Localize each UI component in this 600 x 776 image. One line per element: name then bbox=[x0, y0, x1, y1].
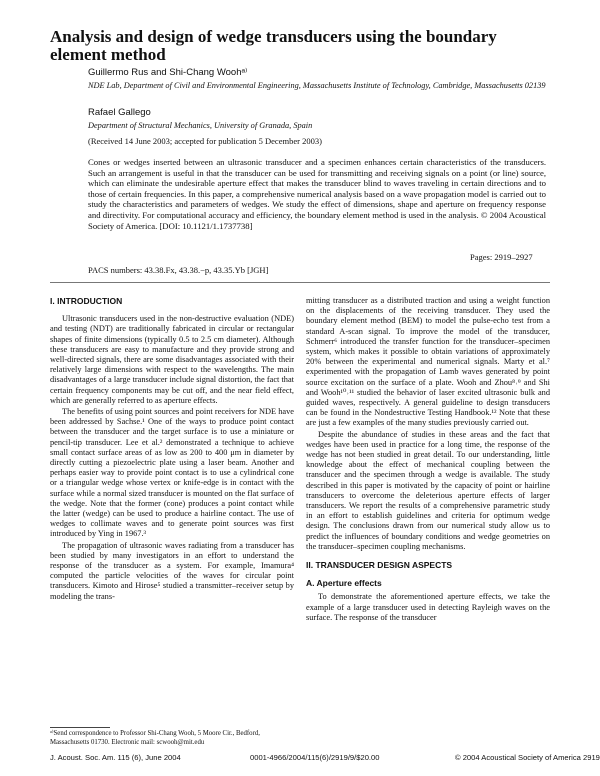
intro-paragraph-3: The propagation of ultrasonic waves radiating from a transducer has been studied by many investigators in an effort to understand the response of the transducer as a system. For example, Imamura⁴ computed the particle velocities of the waves for circular point transducers. Kimoto and Hirose⁵ studied a transmitter–receiver setup by modeling the trans- bbox=[50, 540, 294, 601]
subsection-heading-aperture: A. Aperture effects bbox=[306, 578, 382, 589]
affiliation-primary: NDE Lab, Department of Civil and Environmental Engineering, Massachusetts Institute of Technology, Cambridge, Massachusetts 02139 bbox=[88, 81, 546, 90]
left-column bbox=[50, 296, 294, 602]
received-dates: (Received 14 June 2003; accepted for publication 5 December 2003) bbox=[88, 136, 322, 146]
page-range: Pages: 2919–2927 bbox=[470, 252, 533, 262]
footer-code: 0001-4966/2004/115(6)/2919/9/$20.00 bbox=[250, 753, 380, 762]
paper-title: Analysis and design of wedge transducers using the boundary element method bbox=[50, 27, 497, 64]
affiliation-secondary: Department of Structural Mechanics, University of Granada, Spain bbox=[88, 121, 313, 130]
footer-journal: J. Acoust. Soc. Am. 115 (6), June 2004 bbox=[50, 753, 181, 762]
pacs-numbers: PACS numbers: 43.38.Fx, 43.38.−p, 43.35.Yb [JGH] bbox=[88, 265, 269, 275]
section-heading-design-aspects: II. TRANSDUCER DESIGN ASPECTS bbox=[306, 560, 453, 571]
abstract: Cones or wedges inserted between an ultrasonic transducer and a specimen enhances certain characteristics of the transducers. Such an arrangement is useful in that the transducer can be used for transmitting and receiving signals on a point (or line) source, which can eliminate the undesirable aperture effect that makes the transducer blind to waves traveling in certain directions and to those of certain frequencies. In this paper, a comprehensive numerical analysis based on a wave propagation model is carried out to study the characteristics and parameters of wedges. We study the effect of dimensions, shape and aperture on frequency response and directivity. For computational accuracy and efficiency, the boundary element method is used in the analysis. © 2004 Acoustical Society of America. [DOI: 10.1121/1.1737738] bbox=[88, 157, 546, 231]
intro-paragraph-1: Ultrasonic transducers used in the non-destructive evaluation (NDE) and testing (NDT) are traditionally fabricated in circular or rectangular shapes of finite dimensions (typically 0.5 to 2.5 cm diameter). Although these transducers are easy to manufacture and they provide strong and well-directed signals, there are some disadvantages associated with their relatively large dimensions with respect to the wavelengths. The main disadvantages of a large transducer include signal distortion, the fact that certain frequency components may be cut off, and the near field effect, which are generally referred to as aperture effects. bbox=[50, 314, 294, 405]
intro-paragraph-2: The benefits of using point sources and point receivers for NDE have been addressed by Sachse.¹ One of the ways to produce point contact between the transducer and the target surface is to use a miniature or pencil-tip transducer. Lee et al.² demonstrated a technique to achieve small contact surface areas of as low as 200 to 400 μm in diameter by directly cutting a piezoelectric plate using a laser beam. Another and perhaps easier way to provide point contact is to use a cylindrical cone or a triangular wedge whose vertex or knife-edge is in contact with the surface while a normal sized transducer is mounted on the flat surface of the wedge. Note that the former (cone) produces a point contact while the latter (wedge) can be used to produce a hairline contact. The use of wedges to collimate waves and to generate point sources was first introduced by Ying in 1967.³ bbox=[50, 407, 294, 539]
authors-secondary: Rafael Gallego bbox=[88, 107, 151, 118]
right-column bbox=[306, 296, 550, 623]
section-heading-introduction: I. INTRODUCTION bbox=[50, 296, 123, 306]
intro-paragraph-4: Despite the abundance of studies in these areas and the fact that wedges have been used in practice for a long time, the response of the wedge has not been studied in great detail. To our understanding, little knowledge about the effect of mechanical coupling between the transducer and the specimen through a wedge is available. The study described in this paper is motivated by the capacity of point or hairline transducers to overcome the deleterious aperture effects of larger transducers. We report the results of a comprehensive parametric study in an effort to establish guidelines and criteria for optimum wedge design. The conclusions drawn from our numerical study allow us to predict the influences of boundary conditions and wedge geometries on the transducer–specimen coupling mechanisms. bbox=[306, 429, 550, 551]
footnote-divider bbox=[50, 727, 110, 728]
aperture-paragraph: To demonstrate the aforementioned aperture effects, we take the example of a large transducer used in detecting Rayleigh waves on the surface. The response of the transducer bbox=[306, 592, 550, 622]
header-divider bbox=[50, 282, 550, 283]
correspondence-footnote: ᵃ⁾Send correspondence to Professor Shi-Chang Wooh, 5 Moore Cir., Bedford, Massachusetts 01730. Electronic mail: scwooh@mit.edu bbox=[50, 730, 260, 746]
authors-primary: Guillermo Rus and Shi-Chang Woohᵃ⁾ bbox=[88, 67, 248, 78]
footer-copyright: © 2004 Acoustical Society of America 2919 bbox=[455, 753, 600, 762]
intro-paragraph-3-continued: mitting transducer as a distributed traction and using a weight function on the displacements of the receiving transducer. They used the boundary element method (BEM) to model the pulse-echo test from a standard A-scan signal. To improve the model of the transducer, Schmerr⁶ introduced the transfer function for the transducer–specimen system, which makes it possible to obtain variations of approximately 20% between the experimental and numerical signals. Marty et al.⁷ experimented with the propagation of Lamb waves generated by point source excitation on the surface of a plate. Wooh and Zhou⁸˒⁹ and Shi and Wooh¹⁰˒¹¹ studied the behavior of laser excited ultrasonic bulk and guided waves, respectively. A general guideline to design transducers can be found in the Nondestructive Testing Handbook.¹² Note that these are just a few examples of the many studies previously carried out. bbox=[306, 296, 550, 428]
